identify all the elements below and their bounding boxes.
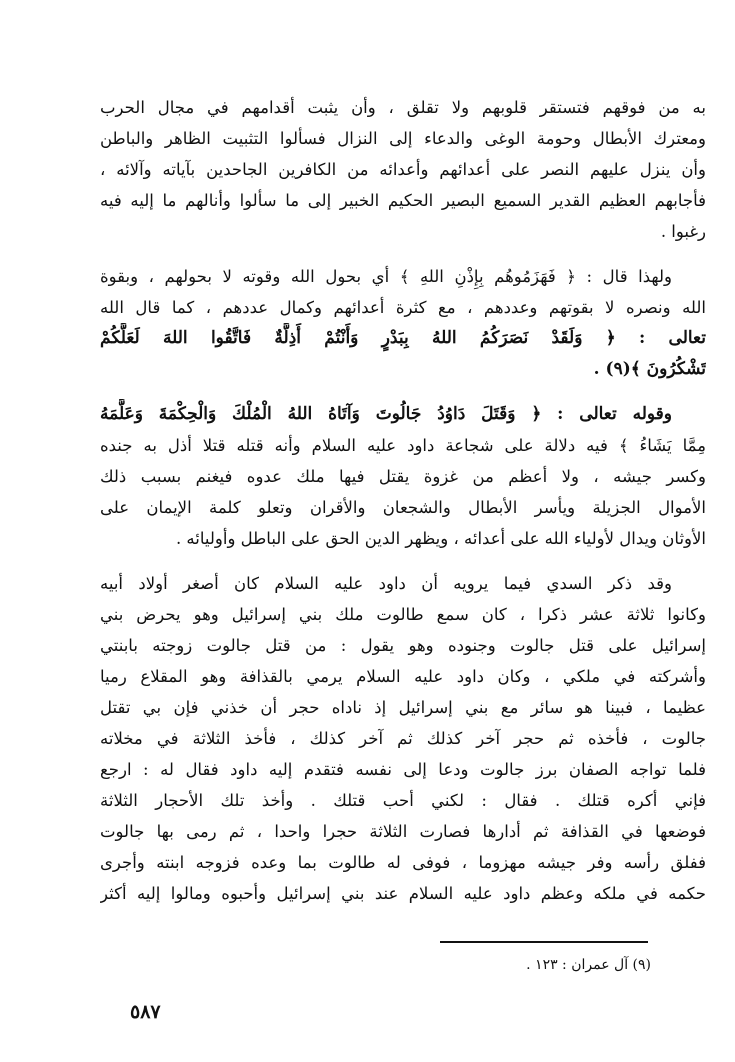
footnote: (٩) آل عمران : ١٢٣ . <box>526 957 651 973</box>
text-line: فلما تواجه الصفان برز جالوت ودعا إلى نفسه فتقدم إليه داود فقال له : ارجع <box>100 760 706 779</box>
page-number: ٥٨٧ <box>130 1001 161 1023</box>
paragraph-2 <box>100 261 706 385</box>
quran-verse-line: تعالى : ﴿ وَلَقَدْ نَصَرَكُمُ اللهُ بِبَدْرٍ وَأَنْتُمْ أَذِلَّةٌ فَاتَّقُوا اللهَ لَعَلَّكُمْ <box>100 328 706 348</box>
text-line: ومعترك الأبطال وحومة الوغى والدعاء إلى النزال فسألوا التثبيت الظاهر والباطن <box>100 129 706 148</box>
text-line: وكسر جيشه ، ولا أعظم من غزوة يقتل فيها ملك عدوه فيغنم بسبب ذلك <box>100 467 706 486</box>
text-line: وأشركته في ملكي ، وكان داود عليه السلام يرمي بالقذافة وهو المقلاع رميا <box>100 667 706 686</box>
quran-verse-line: وقوله تعالى : ﴿ وَقَتَلَ دَاوُدُ جَالُوتَ وَآتَاهُ اللهُ الْمُلْكَ وَالْحِكْمَةَ وَعَلَّمَهُ <box>100 404 672 424</box>
text-line: الأوثان ويدال لأولياء الله على أعدائه ، ويظهر الدين الحق على الباطل وأوليائه . <box>175 529 706 548</box>
text-line: ولهذا قال : ﴿ فَهَزَمُوهُم بِإِذْنِ اللهِ ﴾ أي بحول الله وقوته لا بحولهم ، وبقوة <box>100 267 672 286</box>
paragraph-3 <box>100 399 706 554</box>
text-line: إسرائيل على قتل جالوت وجنوده وهو يقول : من قتل جالوت زوجته بابنتي <box>100 636 706 655</box>
paragraph-1 <box>100 92 706 247</box>
footnote-divider <box>440 941 648 943</box>
text-line: فوضعها في القذافة ثم أدارها فصارت الثلاثة حجرا واحدا ، ثم رمى بها جالوت <box>100 822 706 841</box>
text-line: الأموال الجزيلة ويأسر الأبطال والشجعان والأقران وتعلو كلمة الإيمان على <box>100 498 706 517</box>
paragraph-gap <box>100 385 706 399</box>
text-line: عظيما ، فبينا هو سائر مع بني إسرائيل إذ ناداه حجر أن خذني فإن بي تقتل <box>100 698 706 717</box>
text-line: الله ونصره لا بقوتهم وعددهم ، مع كثرة أعدائهم وكمال عددهم ، كما قال الله <box>100 298 706 317</box>
text-line: وقد ذكر السدي فيما يرويه أن داود عليه السلام كان أصغر أولاد أبيه <box>100 574 672 593</box>
text-line: حكمه في ملكه وعظم داود عليه السلام عند بني إسرائيل وأحبوه ومالوا إليه أكثر <box>100 884 706 903</box>
paragraph-4 <box>100 568 706 909</box>
text-line: مِمَّا يَشَاءُ ﴾ فيه دلالة على شجاعة داود عليه السلام وأنه قتله قتلا أذل به جنده <box>100 436 706 455</box>
text-line: رغبوا . <box>660 222 706 241</box>
text-line: وأن ينزل عليهم النصر على أعدائهم وأعدائه من الكافرين الجاحدين بآياته وآلائه ، <box>100 160 706 179</box>
text-line: فأجابهم العظيم القدير السميع البصير الحكيم الخبير إلى ما سألوا وأنالهم ما إليه فيه <box>100 191 706 210</box>
page-body <box>100 92 706 909</box>
text-line: فإني أكره قتلك . فقال : لكني أحب قتلك . وأخذ تلك الأحجار الثلاثة <box>100 791 706 810</box>
text-line: به من فوقهم فتستقر قلوبهم ولا تقلق ، وأن يثبت أقدامهم في مجال الحرب <box>100 98 706 117</box>
text-line: جالوت ، فأخذه ثم حجر آخر كذلك ثم آخر كذلك ، فأخذ الثلاثة في مخلاته <box>100 729 706 748</box>
paragraph-gap <box>100 554 706 568</box>
text-line: ففلق رأسه وفر جيشه مهزوما ، فوفى له طالوت بما وعده فزوجه ابنته وأجرى <box>100 853 706 872</box>
quran-verse-line: تَشْكُرُونَ ﴾(٩) . <box>593 359 706 379</box>
paragraph-gap <box>100 247 706 261</box>
text-line: وكانوا ثلاثة عشر ذكرا ، كان سمع طالوت ملك بني إسرائيل وهو يحرض بني <box>100 605 706 624</box>
